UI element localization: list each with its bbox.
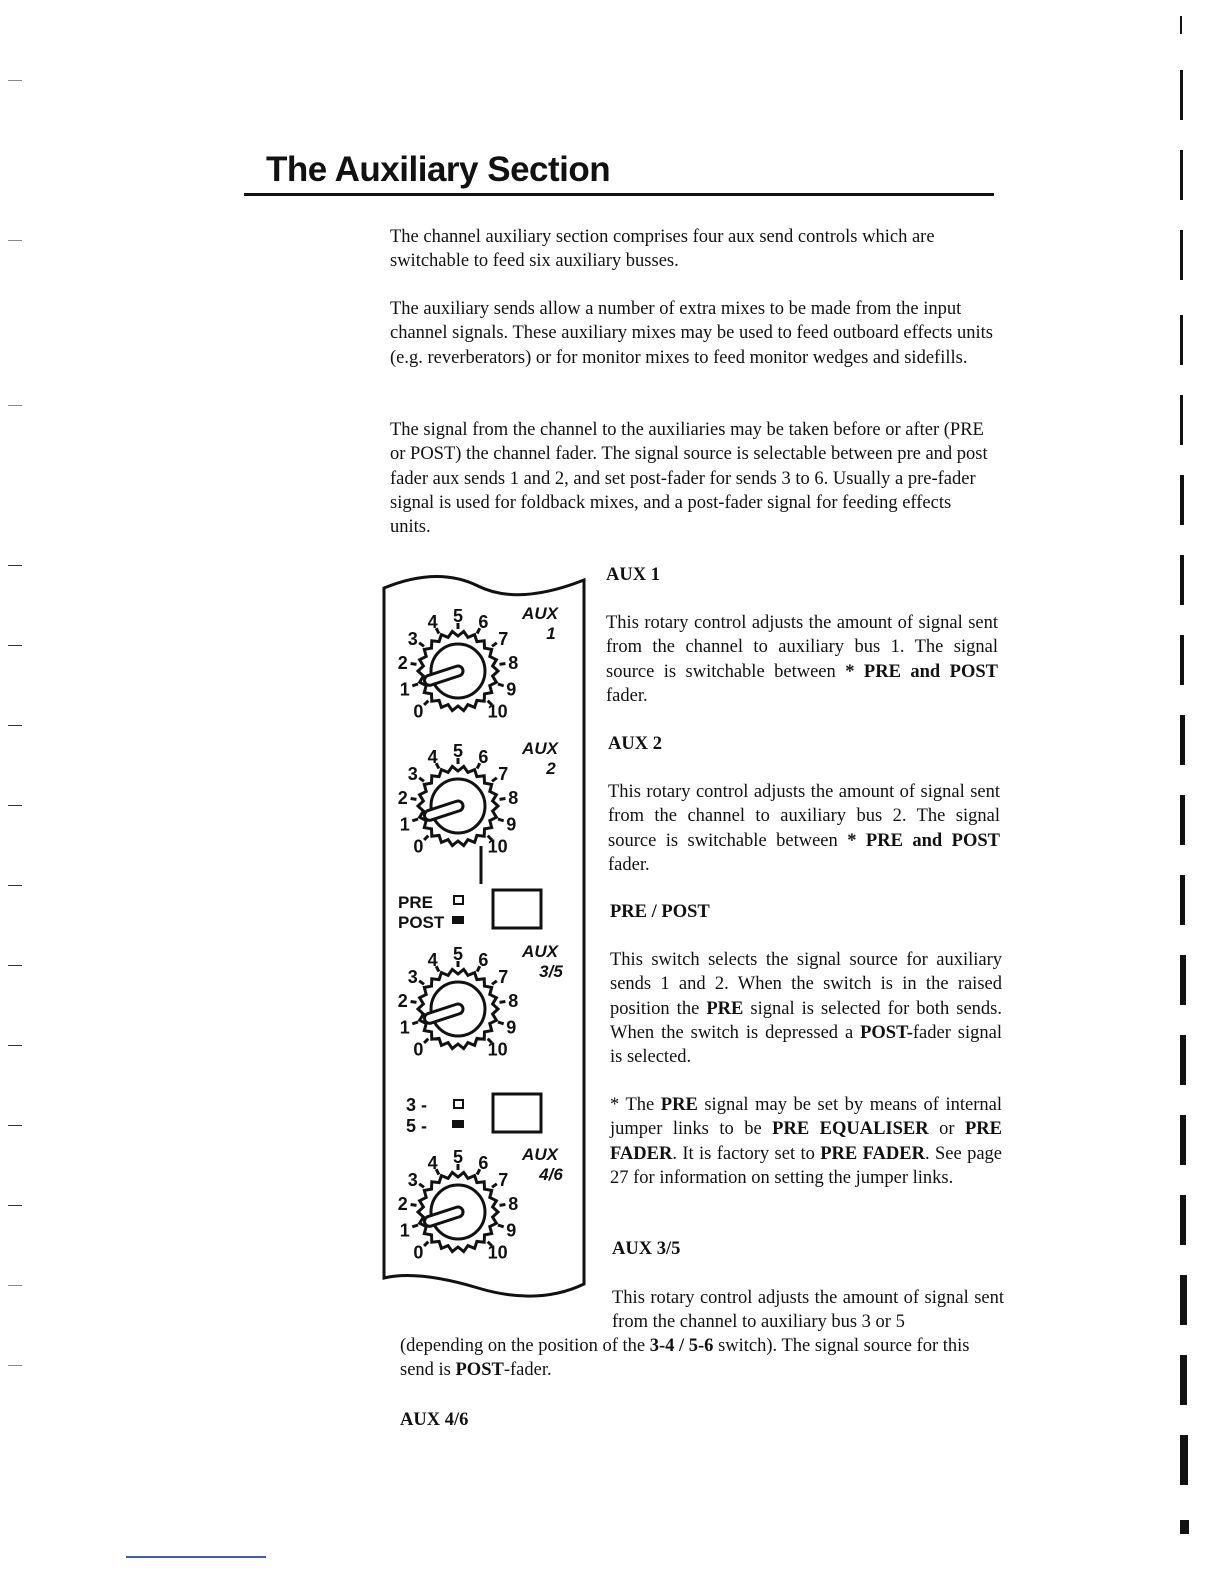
scan-edge-mark — [1180, 395, 1183, 445]
knob-aux-number: 1 — [546, 624, 556, 643]
scan-edge-mark — [1180, 475, 1184, 525]
knob-scale-label: 10 — [487, 1242, 508, 1263]
scan-edge-mark — [1180, 230, 1183, 280]
knob-scale-label: 9 — [506, 679, 517, 700]
prepost-heading: PRE / POST — [610, 902, 710, 922]
sends-paragraph: The auxiliary sends allow a number of extra mixes to be made from the input channel signals. These auxiliary mixes may be used to feed outboard effects units (e.g. reverberators) or for monitor mixes to feed monitor wedges and sidefills. — [390, 299, 993, 368]
scan-dash — [8, 1205, 22, 1206]
scan-edge-mark — [1180, 795, 1185, 845]
knob-scale-label: 1 — [399, 1017, 410, 1038]
knob-scale-label: 10 — [487, 701, 508, 722]
switch2-bottom-label: 5 - — [406, 1116, 428, 1136]
knob-aux-number: 4/6 — [539, 1165, 563, 1184]
knob-scale-label: 0 — [413, 1242, 424, 1263]
scan-edge-mark — [1180, 70, 1183, 120]
knob-scale-label: 8 — [508, 788, 519, 809]
depressed-symbol — [452, 916, 464, 924]
scan-edge-mark — [1180, 1520, 1189, 1534]
knob-scale-label: 10 — [487, 836, 508, 857]
scan-dash — [8, 240, 22, 241]
raised-symbol-2 — [454, 1100, 463, 1108]
aux1-heading: AUX 1 — [606, 565, 660, 585]
bus-select-switch-button — [493, 1094, 541, 1132]
knob-aux-number: 2 — [546, 759, 556, 778]
knob-scale-label: 2 — [397, 653, 408, 674]
knob-scale-label: 9 — [506, 1017, 517, 1038]
knob-scale-label: 1 — [399, 679, 410, 700]
knob-scale-label: 6 — [478, 747, 489, 768]
pre-label: PRE — [398, 893, 433, 912]
scan-dash — [8, 965, 22, 966]
knob-scale-label: 8 — [508, 653, 519, 674]
knob-scale-label: 6 — [478, 612, 489, 633]
scan-dash — [8, 805, 22, 806]
scan-edge-mark — [1180, 16, 1182, 34]
pre-post-switch-button — [493, 890, 541, 928]
knob-scale-label: 2 — [397, 991, 408, 1012]
scan-edge-mark — [1180, 1435, 1188, 1485]
knob-scale-label: 4 — [427, 950, 438, 971]
knob-scale-label: 3 — [407, 967, 418, 988]
switch2-top-label: 3 - — [406, 1095, 428, 1115]
knob-scale-label: 0 — [413, 701, 424, 722]
signal-paragraph: The signal from the channel to the auxiliaries may be taken before or after (PRE or POST) the channel fader. The signal source is selectable between pre and post fader aux sends 1 and 2, and set post-fader for sends 3 to 6. Usually a pre-fader signal is used for foldback mixes, and a post-fader signal for feeding effects units. — [390, 420, 988, 538]
aux2-description: This rotary control adjusts the amount of signal sent from the channel to auxiliary bus 2. The signal source is switchable between * PRE and POST fader. — [608, 782, 1000, 875]
raised-symbol — [454, 896, 463, 904]
knob-scale-label: 5 — [452, 1147, 464, 1167]
scan-dash — [8, 1045, 22, 1046]
scan-edge-mark — [1180, 715, 1185, 765]
scan-bottom-line — [126, 1556, 266, 1558]
scan-edge-mark — [1180, 1035, 1186, 1085]
knob-scale-label: 3 — [407, 1170, 418, 1191]
knob-scale-label: 4 — [427, 747, 438, 768]
knob-scale-label: 7 — [498, 967, 509, 988]
scan-dash — [8, 80, 22, 81]
scan-edge-mark — [1180, 555, 1184, 605]
knob-scale-label: 7 — [498, 1170, 509, 1191]
depressed-symbol-2 — [452, 1120, 464, 1128]
knob-scale-label: 6 — [478, 1153, 489, 1174]
scan-dash — [8, 405, 22, 406]
knob-scale-label: 4 — [427, 612, 438, 633]
scan-edge-mark — [1180, 150, 1183, 200]
knob-scale-label: 2 — [397, 1194, 408, 1215]
knob-scale-label: 10 — [487, 1039, 508, 1060]
scan-edge-mark — [1180, 635, 1184, 685]
scan-edge-mark — [1180, 955, 1186, 1005]
scan-dash — [8, 1125, 22, 1126]
knob-scale-label: 8 — [508, 1194, 519, 1215]
knob-scale-label: 0 — [413, 836, 424, 857]
scan-dash — [8, 725, 22, 726]
title-underline — [244, 193, 994, 196]
aux1-description: This rotary control adjusts the amount of signal sent from the channel to auxiliary bus 1. The signal source is switchable between * PRE and POST fader. — [606, 613, 998, 706]
aux35-description-continued: (depending on the position of the 3-4 / 5-6 switch). The signal source for this send is POST-fader. — [400, 1336, 970, 1381]
scan-edge-mark — [1180, 875, 1185, 925]
jumper-note: * The PRE signal may be set by means of internal jumper links to be PRE EQUALISER or PRE FADER. It is factory set to PRE FADER. See page 27 for information on setting the jumper links. — [610, 1095, 1002, 1188]
knob-scale-label: 6 — [478, 950, 489, 971]
knob-scale-label: 5 — [452, 741, 464, 761]
scan-dash — [8, 1285, 22, 1286]
knob-scale-label: 0 — [413, 1039, 424, 1060]
aux-panel-illustration — [378, 566, 598, 1312]
page-title: The Auxiliary Section — [266, 150, 611, 189]
scan-edge-mark — [1180, 1275, 1187, 1325]
scan-edge-mark — [1180, 1115, 1186, 1165]
knob-scale-label: 7 — [498, 629, 509, 650]
knob-aux-number: 3/5 — [539, 962, 563, 981]
post-label: POST — [398, 913, 445, 932]
scan-dash — [8, 565, 22, 566]
prepost-description: This switch selects the signal source for auxiliary sends 1 and 2. When the switch is in the raised position the PRE signal is selected for both sends. When the switch is depressed a POST-fader signal is selected. — [610, 950, 1002, 1068]
knob-scale-label: 8 — [508, 991, 519, 1012]
knob-aux-label: AUX — [522, 942, 558, 961]
scan-dash — [8, 645, 22, 646]
knob-scale-label: 4 — [427, 1153, 438, 1174]
knob-scale-label: 1 — [399, 814, 410, 835]
knob-scale-label: 9 — [506, 1220, 517, 1241]
aux46-heading: AUX 4/6 — [400, 1410, 469, 1430]
scan-edge-mark — [1180, 1355, 1187, 1405]
aux35-heading: AUX 3/5 — [612, 1239, 681, 1259]
knob-aux-label: AUX — [522, 739, 558, 758]
knob-scale-label: 5 — [452, 944, 464, 964]
knob-scale-label: 9 — [506, 814, 517, 835]
scan-dash — [8, 1365, 22, 1366]
knob-scale-label: 7 — [498, 764, 509, 785]
scan-edge-mark — [1180, 315, 1183, 365]
knob-aux-label: AUX — [522, 604, 558, 623]
knob-scale-label: 3 — [407, 764, 418, 785]
knob-scale-label: 1 — [399, 1220, 410, 1241]
knob-scale-label: 5 — [452, 606, 464, 626]
scan-dash — [8, 885, 22, 886]
aux35-description: This rotary control adjusts the amount of signal sent from the channel to auxiliary bus 3 or 5 — [612, 1288, 1004, 1333]
intro-paragraph: The channel auxiliary section comprises four aux send controls which are switchable to feed six auxiliary busses. — [390, 227, 935, 272]
knob-scale-label: 3 — [407, 629, 418, 650]
knob-scale-label: 2 — [397, 788, 408, 809]
aux2-heading: AUX 2 — [608, 734, 662, 754]
knob-aux-label: AUX — [522, 1145, 558, 1164]
scan-edge-mark — [1180, 1195, 1186, 1245]
